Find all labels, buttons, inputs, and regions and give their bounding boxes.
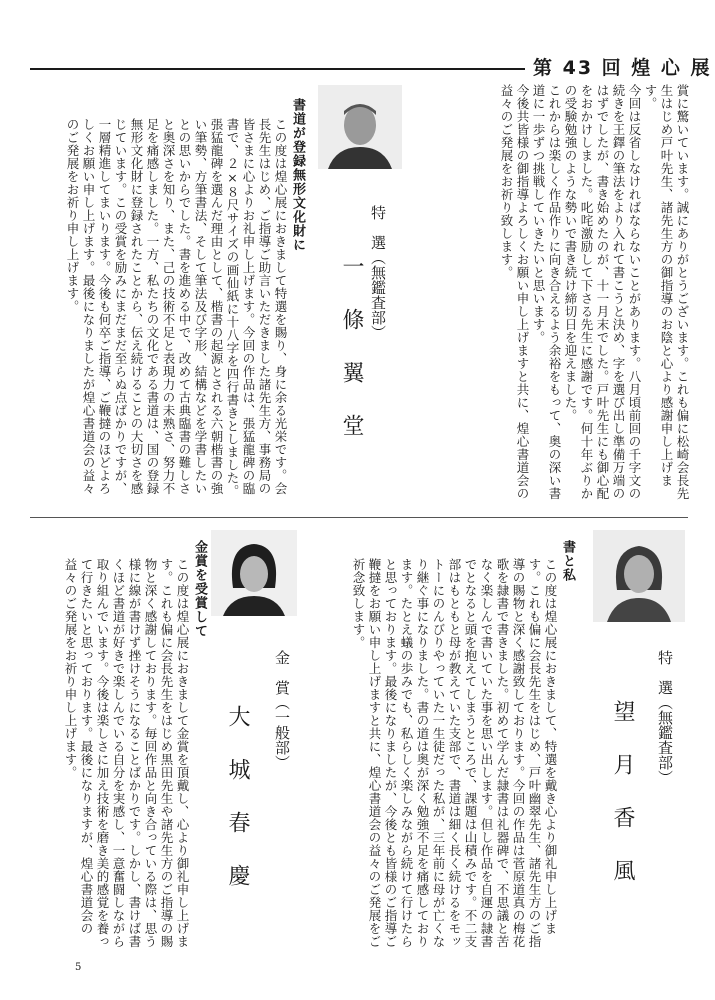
paragraph: 今回は反省しなければならないことがあります。八月頃前回の千字文の続きを王鐸の筆法をより入れて書こうと決め、字を選び出し準備万端のはずでしたが、書き始めたのが、十一月末でした。戸叶先生にも御心配をおかけしました。叱咤激励して下さる先生に感謝です。何十年ぶりかの受験勉強のような勢いで書き続け締切日を迎えました。	[563, 84, 642, 500]
paragraph: 賞に驚いています。誠にありがとうございます。これも偏に松崎会長先生はじめ戸叶先生、諸先生方の御指導のお陰と心より感謝申し上げます。	[643, 84, 690, 500]
paragraph: この度は煌心展におきまして、特選を戴き心より御礼申し上げます。これも偏に会長先生をはじめ、戸叶幽翠先生、諸先生方のご指導の賜物と深く感謝致しております。今回の作品は菅原道真の梅花歌を隷書で書きました。初めて学んだ隷書は礼器碑で、不思議と苦なく楽しんで書いていた事を思い出します。但し作品を自運の隷書でとなると頭を抱えてしまうところで、課題は山積みです。不二支部はもともと母が教えていた支部で、書道は細く長く続けるをモットーにのんびりやっていた一生徒だった私が、三年前に母が亡くなり継ぐ事になりました。書の道は奥が深く勉強不足を痛感しております。たとえ蟻の歩みでも、私らしく楽しみながら続けて行けたらと思っております。最後になりましたが、今後とも皆様のご指導ご鞭撻をお願い申し上げますと共に、煌心書道会の益々のご発展をご祈念致します。	[351, 558, 558, 948]
page-title: 第 43 回 煌 心 展	[533, 57, 712, 79]
article-heading: 書道が登録無形文化財に	[290, 98, 305, 252]
author-name: 一 條 翼 堂	[339, 255, 364, 448]
section-divider	[30, 517, 688, 518]
award-label: 特 選（無鑑査部）	[369, 205, 387, 340]
portrait-photo-ichijo	[318, 85, 402, 169]
oshiro-article-body	[60, 558, 190, 948]
paragraph: この度は煌心展におきまして特選を賜り、身に余る光栄です。会長先生はじめ、ご指導ご助言いただきました諸先生方、事務局の皆さまに心よりお礼申し上げます。今回の作品は、張猛龍碑の臨書で、２×８尺サイズの画仙紙に十八字を四行書きとしました。張猛龍碑を選んだ理由として、楷書の起源とされる六朝楷書の強い筆勢、方筆書法、そして筆法及び字形、結構などを学書したいとの思いからでした。書を進める中で、改めて古典臨書の難しさと奥深さを知り、また、己の技術不足と表現力の未熟さ、努力不足を痛感しました。一方、私たちの文化である書道は、国の登録無形文化財に登録されたことから、伝え続けることの大切さを感じています。この受賞を励みにまだまだ至らぬ点ばかりですが、一層精進してまいります。今後も何卒ご指導、ご鞭撻のほどよろしくお願い申し上げます。最後になりましたが煌心書道会の益々のご発展をお祈り申し上げます。	[65, 118, 288, 498]
portrait-photo-mochizuki	[593, 530, 685, 622]
award-label: 特 選（無鑑査部）	[656, 650, 674, 785]
article-heading: 書と私	[560, 540, 575, 582]
portrait-photo-oshiro	[211, 530, 297, 616]
ichijo-article-body	[60, 118, 288, 504]
paragraph: 今後共皆様の御指導よろしくお願い申し上げますと共に、煌心書道会の益々のご発展をお祈り致します。	[499, 84, 530, 500]
paragraph: これからは楽しく作品作りに向き合えるよう余裕をもって、奥の深い書道に一歩ずつ挑戦していきたいと思います。	[531, 84, 562, 500]
award-label: 金 賞（一般部）	[273, 650, 291, 770]
mochizuki-article-body	[308, 558, 558, 948]
page-number: 5	[75, 962, 82, 973]
paragraph: この度は煌心展におきまして金賞を頂戴し、心より御礼申し上げます。これも偏に会長先生をはじめ黒田先生や諸先生方のご指導の賜物と深く感謝しております。毎回作品と向き合っている際は、思う様に線が書けず挫けそうになることばかりです。しかし、書けば書くほど書道が好きで楽しんでいる自分を実感し、一意奮闘しながら取り組んでいます。今後は楽しさに加え技術を磨き美的感覚を養って行きたいと思っております。最後になりますが、煌心書道会の益々のご発展をお祈り申し上げます。	[63, 558, 190, 948]
ichijo-article-continued	[408, 84, 690, 504]
author-name: 望 月 香 風	[610, 700, 635, 893]
article-heading: 金賞を受賞して	[192, 540, 207, 638]
header-rule	[30, 68, 525, 70]
author-name: 大 城 春 慶	[225, 705, 250, 898]
